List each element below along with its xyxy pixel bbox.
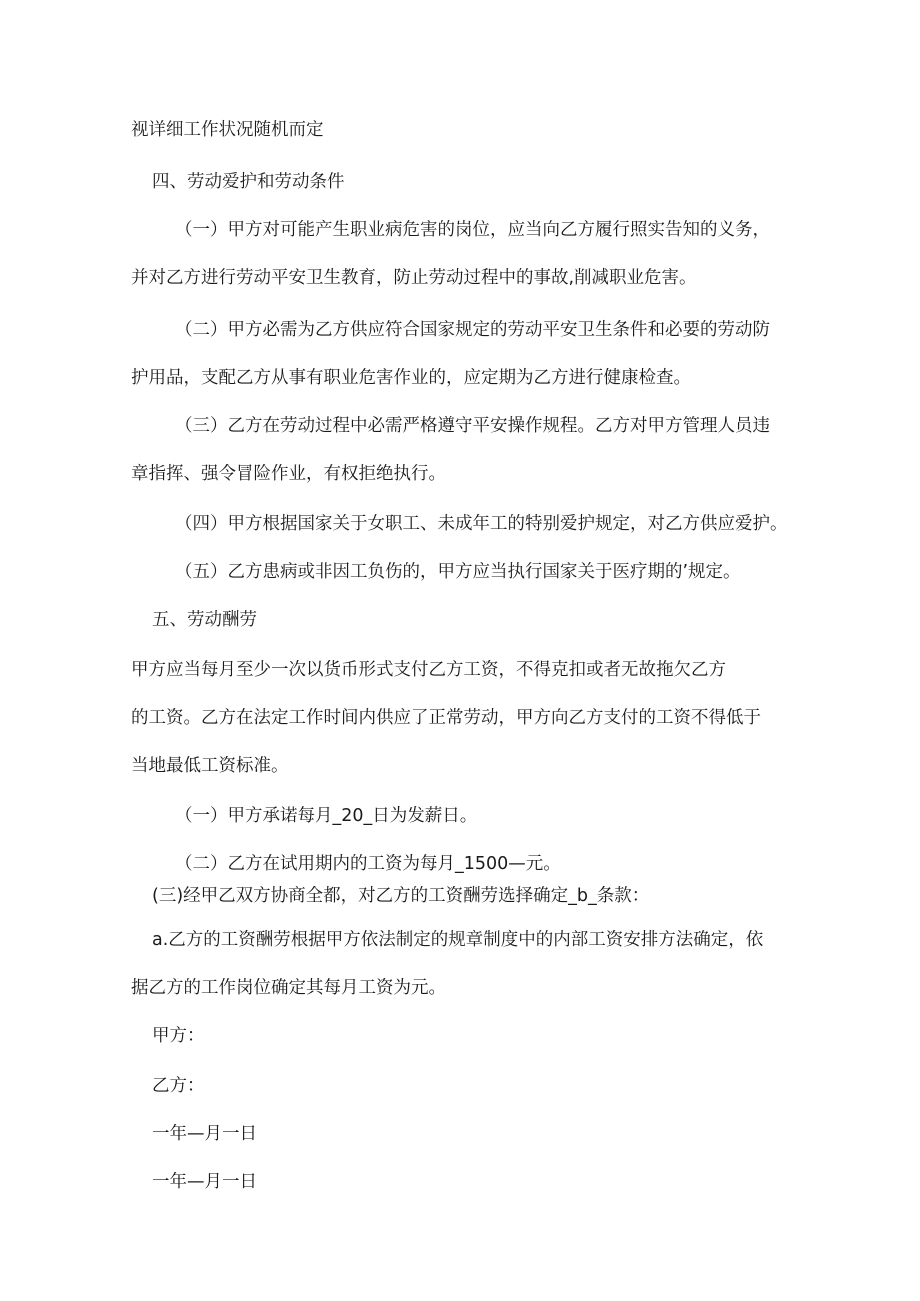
text-line: 据乙方的工作岗位确定其每月工资为元。 — [131, 978, 446, 998]
section-heading: 四、劳动爱护和劳动条件 — [152, 172, 345, 192]
text-line: （三）乙方在劳动过程中必需严格遵守平安操作规程。乙方对甲方管理人员违 — [175, 416, 770, 436]
signature-date: 一年—月一日 — [152, 1172, 257, 1192]
text-line: （二）甲方必需为乙方供应符合国家规定的劳动平安卫生条件和必要的劳动防 — [175, 320, 770, 340]
text-line: 甲方应当每月至少一次以货币形式支付乙方工资，不得克扣或者无故拖欠乙方 — [131, 660, 726, 680]
signature-date: 一年—月一日 — [152, 1124, 257, 1144]
text-line: 章指挥、强令冒险作业，有权拒绝执行。 — [131, 464, 446, 484]
text-line: (三)经甲乙双方协商全都，对乙方的工资酬劳选择确定_b_条款： — [152, 886, 650, 906]
text-line: 的工资。乙方在法定工作时间内供应了正常劳动，甲方向乙方支付的工资不得低于 — [131, 708, 761, 728]
signature-label-party-a: 甲方： — [152, 1026, 205, 1046]
text-line: a.乙方的工资酬劳根据甲方依法制定的规章制度中的内部工资安排方法确定，依 — [152, 930, 764, 950]
section-heading: 五、劳动酬劳 — [152, 610, 257, 630]
text-line: （一）甲方对可能产生职业病危害的岗位，应当向乙方履行照实告知的义务， — [175, 220, 770, 240]
text-line: 当地最低工资标准。 — [131, 756, 289, 776]
signature-label-party-b: 乙方： — [152, 1076, 205, 1096]
text-line: （五）乙方患病或非因工负伤的，甲方应当执行国家关于医疗期的’规定。 — [175, 562, 741, 582]
text-line: 护用品，支配乙方从事有职业危害作业的，应定期为乙方进行健康检查。 — [131, 368, 691, 388]
text-line: （二）乙方在试用期内的工资为每月_1500—元。 — [175, 854, 561, 874]
text-line: （四）甲方根据国家关于女职工、未成年工的特别爱护规定，对乙方供应爱护。 — [175, 514, 788, 534]
text-line: 并对乙方进行劳动平安卫生教育，防止劳动过程中的事故,削减职业危害。 — [131, 268, 697, 288]
text-line: 视详细工作状况随机而定 — [131, 120, 324, 140]
text-line: （一）甲方承诺每月_20_日为发薪日。 — [175, 806, 478, 826]
